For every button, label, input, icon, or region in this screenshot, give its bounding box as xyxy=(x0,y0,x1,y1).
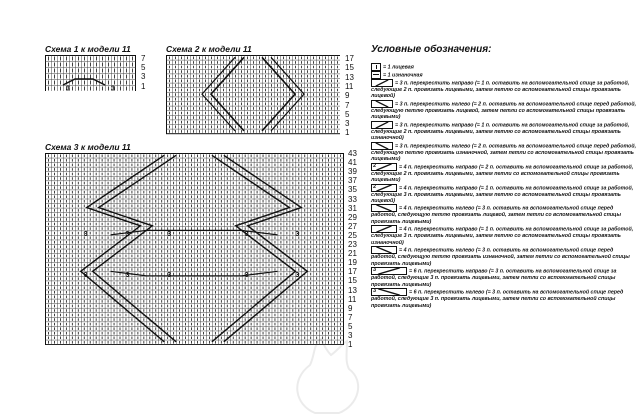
row-number: 1 xyxy=(141,81,146,91)
row-number: 3 xyxy=(141,72,146,82)
scheme1-cell-label: 3 xyxy=(66,85,70,91)
cross3l-p-symbol-icon xyxy=(371,142,393,150)
row-number: 3 xyxy=(348,331,353,340)
row-number: 43 xyxy=(348,149,357,158)
cross4r-p-symbol-icon xyxy=(371,225,397,233)
legend-item-text: = 3 п. перекрестить направо (= 1 п. оставить на вспомогательной спице за работой, следующие 2 п. провязать лицевыми, затем петлю со вспомогательной спицы провязать изнаночной) xyxy=(371,122,630,142)
legend-item-text: = 1 изнаночная xyxy=(383,72,423,79)
scheme3-cell-label: 3 xyxy=(125,230,130,238)
row-number: 1 xyxy=(345,128,350,138)
row-number: 11 xyxy=(348,294,357,304)
legend-item xyxy=(371,71,637,79)
legend-item xyxy=(371,142,637,163)
legend-symbol-label: 2 xyxy=(373,183,377,190)
cross3l-symbol-icon xyxy=(371,100,393,108)
legend-item-text: = 4 п. перекрестить направо (= 2 п. оставить на вспомогательной спице за работой, следующие 2 п. провязать лицевыми, затем петли со вспомогательной спицы провязать лицевыми) xyxy=(371,164,634,184)
legend-item-text: = 6 п. перекрестить направо (= 3 п. оставить на вспомогательной спице за работой, следующие 3 п. провязать лицевыми, затем петли со вспомогательной спицы провязать лицевыми) xyxy=(371,268,617,288)
row-number: 37 xyxy=(348,176,357,186)
row-number: 7 xyxy=(345,100,350,110)
row-number: 39 xyxy=(348,167,357,177)
cross6r-symbol-icon xyxy=(371,267,407,275)
row-number: 5 xyxy=(141,63,146,73)
legend-item xyxy=(371,121,637,142)
cross3r-p-symbol-icon xyxy=(371,121,393,129)
legend-item xyxy=(371,79,637,100)
row-number: 17 xyxy=(348,267,357,277)
scheme3-cell-label: 3 xyxy=(167,271,172,279)
scheme3-cell-label: 3 xyxy=(83,230,88,238)
legend-item xyxy=(371,246,637,267)
scheme3-cell-label: 3 xyxy=(244,271,249,279)
row-number: 23 xyxy=(348,240,357,249)
legend-item-text: = 4 п. перекрестить налево (= 3 п. оставить на вспомогательной спице перед работой, следующую петлю провязать изнаночной, затем петли со вспомогательной спицы провязать лицевыми) xyxy=(371,247,630,267)
legend-title: Условные обозначения: xyxy=(371,44,492,55)
scheme3-title: Схема 3 к модели 11 xyxy=(45,142,131,152)
legend-item xyxy=(371,184,637,205)
cross4r-symbol-icon xyxy=(371,163,397,171)
legend-item-text: = 3 п. перекрестить налево (= 2 п. оставить на вспомогательной спице перед работой, следующую петлю провязать изнаночной, затем петли со вспомогательной спицы провязать лицевыми) xyxy=(371,143,637,163)
scheme3-cell-label: 3 xyxy=(244,230,249,238)
row-number: 1 xyxy=(348,340,353,350)
row-number: 11 xyxy=(345,81,354,91)
row-number: 13 xyxy=(345,72,354,82)
row-number: 29 xyxy=(348,212,357,222)
cat-watermark xyxy=(255,335,385,415)
row-number: 7 xyxy=(141,54,146,63)
scheme3-cell-label: 3 xyxy=(295,230,300,238)
scheme3-cell-label: 3 xyxy=(125,271,130,279)
legend-item-text: = 4 п. перекрестить налево (= 3 п. оставить на вспомогательной спице перед работой, следующую петлю провязать лицевой, затем петли со вспомогательной спицы провязать лицевыми) xyxy=(371,205,621,225)
legend-item xyxy=(371,163,637,184)
scheme1-row-numbers xyxy=(141,55,155,95)
knit-symbol-icon xyxy=(371,63,381,71)
legend-list xyxy=(371,63,637,309)
scheme1-chart xyxy=(45,55,137,91)
legend-item xyxy=(371,267,637,288)
row-number: 35 xyxy=(348,185,357,195)
row-number: 21 xyxy=(348,249,357,259)
row-number: 5 xyxy=(345,109,350,119)
row-number: 9 xyxy=(345,91,350,101)
legend-symbol-label: 3 xyxy=(373,288,377,295)
row-number: 33 xyxy=(348,194,357,204)
row-number: 17 xyxy=(345,54,354,63)
row-number: 3 xyxy=(345,119,350,129)
scheme2-row-numbers xyxy=(345,55,361,139)
row-number: 15 xyxy=(348,276,357,286)
scheme3-cell-label: 3 xyxy=(167,230,172,238)
legend-item-text: = 4 п. перекрестить направо (= 1 п. оставить на вспомогательной спице за работой, следующие 3 п. провязать лицевыми, затем петлю со вспомогательной спицы провязать изнаночной) xyxy=(371,226,634,246)
legend-symbol-label: 2 xyxy=(373,162,377,169)
row-number: 9 xyxy=(348,303,353,313)
scheme1-title: Схема 1 к модели 11 xyxy=(45,44,131,54)
cross4r2-symbol-icon xyxy=(371,184,397,192)
scheme1-cell-label: 3 xyxy=(111,85,115,91)
scheme3-cell-label: 3 xyxy=(83,271,88,279)
row-number: 41 xyxy=(348,158,357,168)
legend-item-text: = 3 п. перекрестить налево (= 2 п. оставить на вспомогательной спице перед работой, следующую петлю провязать лицевой, затем петли со вспомогательной спицы провязать лицевыми) xyxy=(371,101,637,121)
legend-item-text: = 6 п. перекрестить налево (= 3 п. оставить на вспомогательной спице перед работой, следующие 3 п. провязать лицевыми, затем петли со вспомогательной спицы провязать лицевыми) xyxy=(371,289,624,309)
cross3r-symbol-icon xyxy=(371,79,393,87)
purl-symbol-icon xyxy=(371,71,381,79)
legend-item xyxy=(371,63,637,71)
legend-item-text: = 3 п. перекрестить направо (= 1 п. оставить на вспомогательной спице за работой, следующие 2 п. провязать лицевыми, затем петлю со вспомогательной спицы провязать лицевой) xyxy=(371,80,630,100)
row-number: 25 xyxy=(348,230,357,240)
scheme3-cell-label: 3 xyxy=(295,271,300,279)
scheme3-row-numbers xyxy=(348,149,364,350)
cross4l-symbol-icon xyxy=(371,204,397,212)
legend-item-text: = 4 п. перекрестить направо (= 1 п. оставить на вспомогательной спице за работой, следующие 3 п. провязать лицевыми, затем петлю со вспомогательной спицы провязать лицевой) xyxy=(371,184,634,204)
row-number: 31 xyxy=(348,203,357,213)
legend-item-text: = 1 лицевая xyxy=(383,64,414,71)
scheme3-chart xyxy=(45,153,344,345)
row-number: 19 xyxy=(348,258,357,268)
scheme2-chart xyxy=(166,55,340,135)
row-number: 15 xyxy=(345,63,354,73)
row-number: 13 xyxy=(348,285,357,295)
legend-item xyxy=(371,204,637,225)
cross6l-symbol-icon xyxy=(371,288,407,296)
cross4l-p-symbol-icon xyxy=(371,246,397,254)
row-number: 5 xyxy=(348,321,353,331)
legend-item xyxy=(371,288,637,309)
row-number: 27 xyxy=(348,221,357,231)
row-number: 7 xyxy=(348,312,353,322)
scheme2-title: Схема 2 к модели 11 xyxy=(166,44,252,54)
legend-item xyxy=(371,225,637,246)
legend-item xyxy=(371,100,637,121)
legend-symbol-label: 3 xyxy=(373,267,377,274)
